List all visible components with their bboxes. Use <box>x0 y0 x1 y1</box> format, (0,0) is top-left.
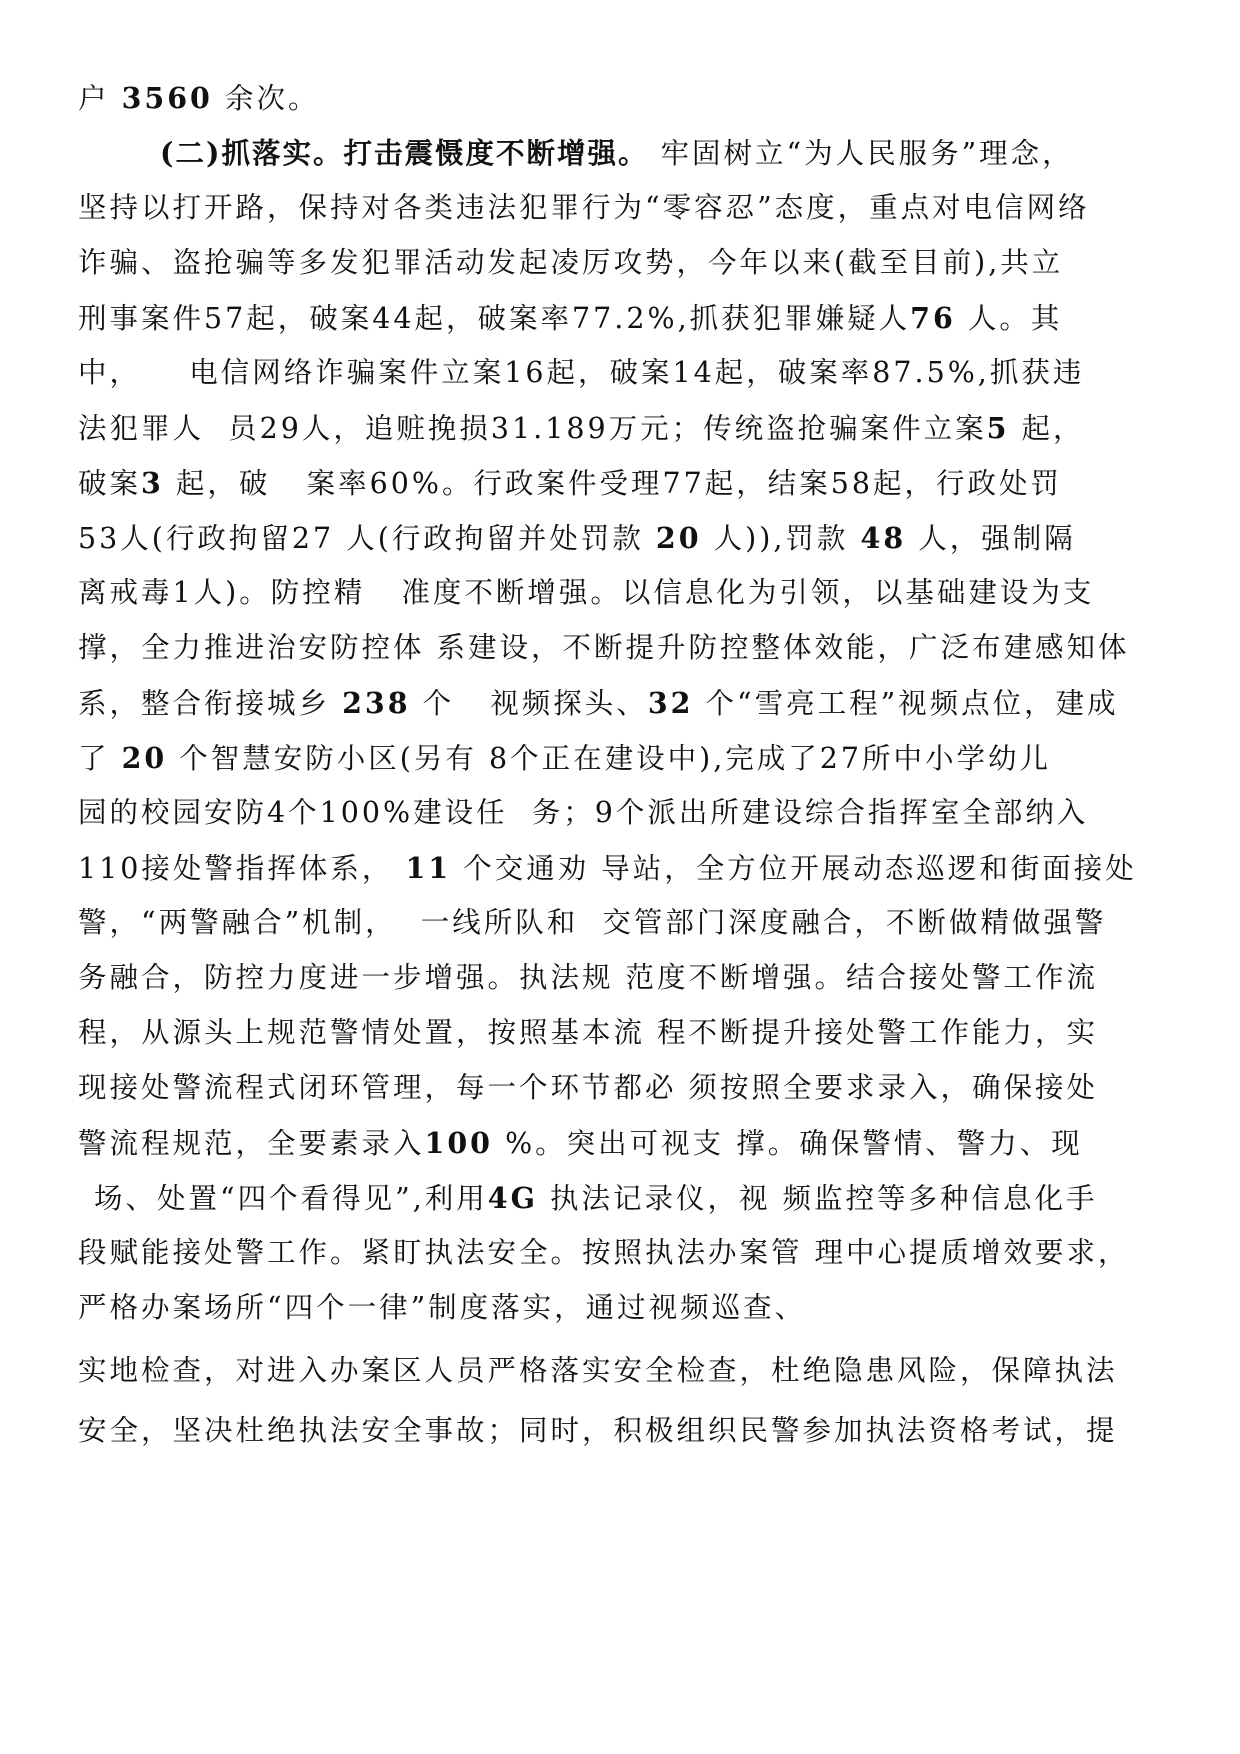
text-run: 个智慧安防小区(另有 8个正在建设中),完成了27所中小学幼儿 <box>167 742 1052 775</box>
text-run: 警，“两警融合”机制， 一线所队和 交管部门深度融合，不断做精做强警 <box>78 906 1107 939</box>
text-run: 个交通劝 导站，全方位开展动态巡逻和街面接处 <box>451 852 1137 885</box>
text-run: 坚持以打开路，保持对各类违法犯罪行为“零容忍”态度，重点对电信网络 <box>78 191 1090 224</box>
text-run: 破案 <box>78 467 142 500</box>
text-run: 法犯罪人 员29人，追赃挽损31.189万元；传统盗抢骗案件立案 <box>78 412 987 445</box>
text-line <box>78 518 1076 559</box>
text-run: 牢固树立“为人民服务”理念， <box>648 137 1074 170</box>
bold-number: 20 <box>121 741 168 775</box>
bold-number: 32 <box>647 686 694 720</box>
bold-number: 20 <box>655 521 702 555</box>
text-run: 程，从源头上规范警情处置，按照基本流 程不断提升接处警工作能力，实 <box>78 1016 1099 1049</box>
text-line <box>78 463 1062 504</box>
text-line <box>78 1411 1118 1451</box>
text-run: 警流程规范，全要素录入 <box>78 1127 425 1160</box>
bold-number: 238 <box>342 686 411 720</box>
bold-number: 11 <box>405 851 452 885</box>
text-run: 53人(行政拘留27 人(行政拘留并处罚款 <box>78 522 656 555</box>
text-run: 中， 电信网络诈骗案件立案16起，破案14起，破案率87.5%,抓获违 <box>78 356 1085 389</box>
text-line <box>78 243 1063 283</box>
text-run: 撑，全力推进治安防控体 系建设，不断提升防控整体效能，广泛布建感知体 <box>78 631 1130 664</box>
text-run: 个“雪亮工程”视频点位，建成 <box>693 687 1119 720</box>
text-line <box>78 1068 1098 1108</box>
text-line <box>78 1288 806 1328</box>
text-run: 人，强制隔 <box>906 522 1076 555</box>
text-run: 场、处置“四个看得见”,利用 <box>82 1182 488 1215</box>
text-run: 个 视频探头、 <box>410 687 648 720</box>
text-line <box>160 133 1074 174</box>
bold-number: 3 <box>141 466 164 500</box>
text-run: 段赋能接处警工作。紧盯执法安全。按照执法办案管 理中心提质增效要求， <box>78 1236 1130 1269</box>
text-line <box>78 628 1130 668</box>
text-line <box>78 1233 1130 1273</box>
text-run: 起， <box>1009 412 1085 445</box>
text-run: 园的校园安防4个100%建设任 务；9个派出所建设综合指挥室全部纳入 <box>78 796 1089 829</box>
text-line <box>78 408 1085 449</box>
text-line <box>78 793 1088 833</box>
text-run: 人)),罚款 <box>701 522 861 555</box>
bold-number: 5 <box>986 411 1010 445</box>
text-run: 起，破 案率60%。行政案件受理77起，结案58起，行政处罚 <box>163 467 1062 500</box>
text-line <box>78 1013 1098 1053</box>
bold-number: 48 <box>860 521 907 555</box>
text-run: 务融合，防控力度进一步增强。执法规 范度不断增强。结合接处警工作流 <box>78 961 1099 994</box>
text-run: 诈骗、盗抢骗等多发犯罪活动发起凌厉攻势，今年以来(截至目前),共立 <box>78 246 1064 279</box>
text-run: 户 <box>78 82 122 115</box>
bold-number: 3560 <box>121 81 213 115</box>
text-run: 离戒毒1人)。防控精 准度不断增强。以信息化为引领，以基础建设为支 <box>78 576 1095 609</box>
text-run: 系，整合衔接城乡 <box>78 687 343 720</box>
text-line <box>78 738 1051 779</box>
text-run: 严格办案场所“四个一律”制度落实，通过视频巡查、 <box>78 1291 807 1324</box>
text-run: 安全，坚决杜绝执法安全事故；同时，积极组织民警参加执法资格考试，提 <box>78 1414 1118 1447</box>
text-line <box>78 298 1062 339</box>
bold-number: 76 <box>910 301 956 335</box>
bold-number: 100 <box>424 1126 494 1160</box>
text-line <box>82 1178 1098 1219</box>
text-line <box>78 958 1098 998</box>
text-run: 110接处警指挥体系， <box>78 852 406 885</box>
text-run: %。突出可视支 撑。确保警情、警力、现 <box>493 1127 1083 1160</box>
text-run: 实地检查，对进入办案区人员严格落实安全检查，杜绝隐患风险，保障执法 <box>78 1354 1118 1387</box>
text-line <box>78 353 1084 393</box>
text-run: 了 <box>78 742 122 775</box>
text-line <box>78 78 319 119</box>
text-line <box>78 573 1094 613</box>
section-heading: (二)抓落实。打击震慑度不断增强。 <box>160 136 649 170</box>
text-line <box>78 188 1090 228</box>
text-line <box>78 903 1106 943</box>
text-line <box>78 848 1137 889</box>
text-run: 执法记录仪，视 频监控等多种信息化手 <box>537 1182 1098 1215</box>
text-line <box>78 1351 1118 1391</box>
text-run: 余次。 <box>212 82 320 115</box>
text-run: 人。其 <box>955 302 1063 335</box>
text-line <box>78 683 1119 724</box>
text-line <box>78 1123 1083 1164</box>
text-run: 刑事案件57起，破案44起，破案率77.2%,抓获犯罪嫌疑人 <box>78 302 911 335</box>
bold-number: 4G <box>487 1181 538 1215</box>
text-run: 现接处警流程式闭环管理，每一个环节都必 须按照全要求录入，确保接处 <box>78 1071 1099 1104</box>
